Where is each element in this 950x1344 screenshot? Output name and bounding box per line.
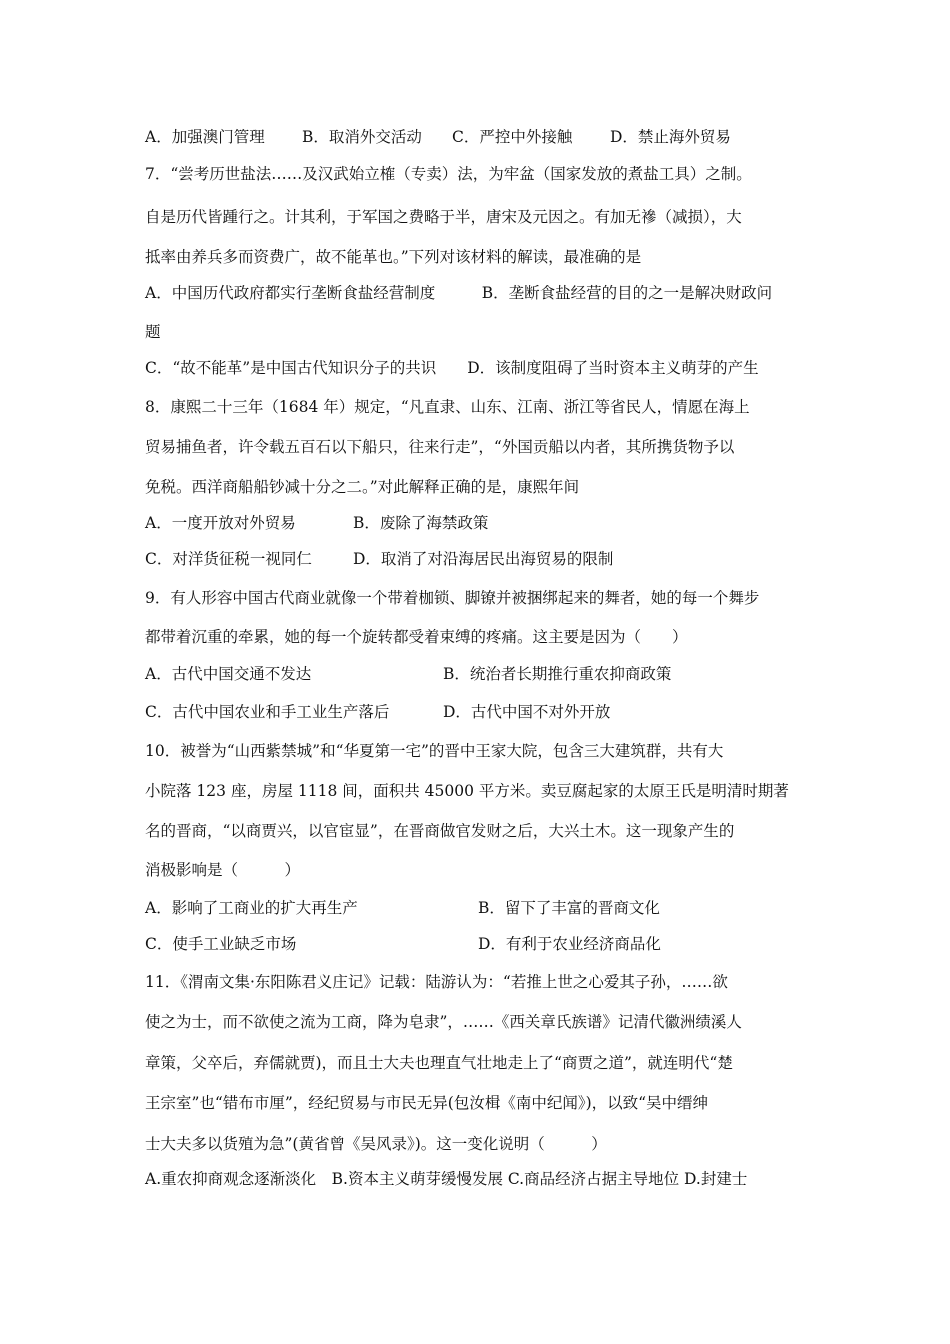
q10-stem-line-3: 名的晋商，“以商贾兴，以官宦显”，在晋商做官发财之后，大兴土木。这一现象产生的 xyxy=(145,822,735,840)
q7-stem-line-2: 自是历代皆踵行之。计其利，于军国之费略于半，唐宋及元因之。有加无襂（减损），大 xyxy=(145,208,742,226)
q10-option-c: C．使手工业缺乏市场 xyxy=(145,935,297,953)
q10-options-cd xyxy=(145,934,825,954)
q9-stem-line-2: 都带着沉重的牵累，她的每一个旋转都受着束缚的疼痛。这主要是因为（ ） xyxy=(145,628,688,646)
q6-option-c: C．严控中外接触 xyxy=(452,128,573,146)
q8-option-d: D．取消了对沿海居民出海贸易的限制 xyxy=(353,550,614,568)
q11-options: A.重农抑商观念逐渐淡化 B.资本主义萌芽缓慢发展 C.商品经济占据主导地位 D.封建士 xyxy=(145,1170,748,1188)
q8-option-c: C．对洋货征税一视同仁 xyxy=(145,550,312,568)
q9-options-cd xyxy=(145,702,825,722)
q7-options-cd: C．“故不能革”是中国古代知识分子的共识 D．该制度阻碍了当时资本主义萌芽的产生 xyxy=(145,359,759,377)
q9-option-d: D．古代中国不对外开放 xyxy=(443,703,611,721)
q11-stem-line-5: 士大夫多以货殖为急”(黄省曾《吴风录》)。这一变化说明（ ） xyxy=(145,1135,607,1153)
q7-stem-line-3: 抵率由养兵多而资费广，故不能革也。”下列对该材料的解读，最准确的是 xyxy=(145,248,642,266)
q8-stem-line-2: 贸易捕鱼者，许令载五百石以下船只，往来行走”，“外国贡船以内者，其所携货物予以 xyxy=(145,438,735,456)
q9-option-c: C．古代中国农业和手工业生产落后 xyxy=(145,703,390,721)
q6-option-d: D．禁止海外贸易 xyxy=(610,128,731,146)
q10-stem-line-4: 消极影响是（ ） xyxy=(145,861,301,879)
q11-stem-line-3: 章策，父卒后，弃儒就贾)，而且士大夫也理直气壮地走上了“商贾之道”，就连明代“楚 xyxy=(145,1054,733,1072)
q11-stem-line-1: 11．《渭南文集·东阳陈君义庄记》记载：陆游认为：“若推上世之心爱其子孙，……欲 xyxy=(145,973,728,991)
q10-option-a: A．影响了工商业的扩大再生产 xyxy=(145,899,358,917)
q10-option-d: D．有利于农业经济商品化 xyxy=(478,935,661,953)
q8-options-ab xyxy=(145,513,825,533)
q6-options xyxy=(145,127,825,147)
q11-stem-line-2: 使之为士，而不欲使之流为工商，降为皂隶”，……《西关章氏族谱》记清代徽洲绩溪人 xyxy=(145,1013,742,1031)
q8-options-cd xyxy=(145,549,825,569)
q8-stem-line-1: 8．康熙二十三年（1684 年）规定，“凡直隶、山东、江南、浙江等省民人，情愿在海上 xyxy=(145,398,750,416)
q10-options-ab xyxy=(145,898,825,918)
q7-stem-line-1: 7．“尝考历世盐法……及汉武始立榷（专卖）法，为牢盆（国家发放的煮盐工具）之制。 xyxy=(145,165,752,183)
q8-stem-line-3: 免税。西洋商船船钞减十分之二。”对此解释正确的是，康熙年间 xyxy=(145,478,580,496)
q11-stem-line-4: 王宗室”也“错布市厘”，经纪贸易与市民无异(包汝楫《南中纪闻》)，以致“吴中缙绅 xyxy=(145,1094,709,1112)
q9-option-b: B．统治者长期推行重农抑商政策 xyxy=(443,665,672,683)
q8-option-a: A．一度开放对外贸易 xyxy=(145,514,296,532)
q6-option-a: A．加强澳门管理 xyxy=(145,128,265,146)
q7-options-ab-wrap: 题 xyxy=(145,323,161,341)
q9-options-ab xyxy=(145,664,825,684)
q10-stem-line-2: 小院落 123 座，房屋 1118 间，面积共 45000 平方米。卖豆腐起家的太原王氏是明清时期著 xyxy=(145,782,789,800)
q9-option-a: A．古代中国交通不发达 xyxy=(145,665,312,683)
q9-stem-line-1: 9．有人形容中国古代商业就像一个带着枷锁、脚镣并被捆绑起来的舞者，她的每一个舞步 xyxy=(145,589,760,607)
q8-option-b: B．废除了海禁政策 xyxy=(353,514,489,532)
q10-option-b: B．留下了丰富的晋商文化 xyxy=(478,899,660,917)
q6-option-b: B．取消外交活动 xyxy=(302,128,422,146)
q7-options-ab: A．中国历代政府都实行垄断食盐经营制度 B．垄断食盐经营的目的之一是解决财政问 xyxy=(145,284,773,302)
q10-stem-line-1: 10．被誉为“山西紫禁城”和“华夏第一宅”的晋中王家大院，包含三大建筑群，共有大 xyxy=(145,742,724,760)
